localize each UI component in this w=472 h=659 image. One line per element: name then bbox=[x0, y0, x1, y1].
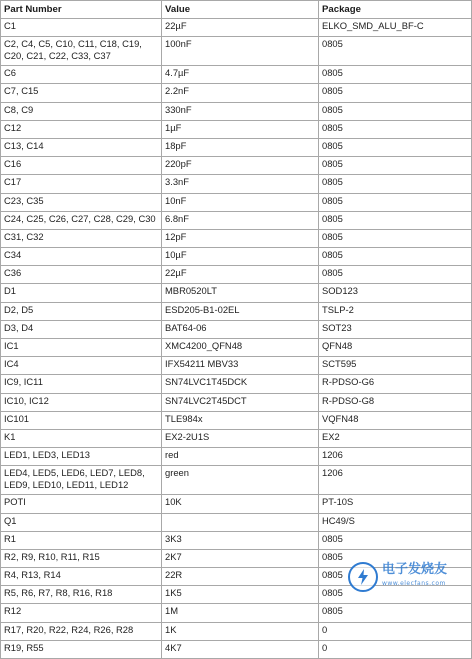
table-row bbox=[1, 448, 472, 466]
value-cell: 18pF bbox=[162, 138, 319, 156]
header-part-number: Part Number bbox=[1, 1, 162, 19]
value-cell: 100nF bbox=[162, 37, 319, 66]
table-row bbox=[1, 229, 472, 247]
package-cell: SCT595 bbox=[319, 357, 472, 375]
part-number-cell: C2, C4, C5, C10, C11, C18, C19, C20, C21, C22, C33, C37 bbox=[1, 37, 162, 66]
table-row bbox=[1, 66, 472, 84]
value-cell: 4.7µF bbox=[162, 66, 319, 84]
package-cell: EX2 bbox=[319, 429, 472, 447]
package-cell: R-PDSO-G8 bbox=[319, 393, 472, 411]
value-cell: SN74LVC2T45DCT bbox=[162, 393, 319, 411]
part-number-cell: LED4, LED5, LED6, LED7, LED8, LED9, LED10, LED11, LED12 bbox=[1, 466, 162, 495]
package-cell: 0805 bbox=[319, 120, 472, 138]
table-row bbox=[1, 19, 472, 37]
value-cell: SN74LVC1T45DCK bbox=[162, 375, 319, 393]
table-header-row bbox=[1, 1, 472, 19]
part-number-cell: C8, C9 bbox=[1, 102, 162, 120]
table-row bbox=[1, 531, 472, 549]
value-cell: 10nF bbox=[162, 193, 319, 211]
package-cell: 0 bbox=[319, 622, 472, 640]
part-number-cell: IC9, IC11 bbox=[1, 375, 162, 393]
table-row bbox=[1, 339, 472, 357]
part-number-cell: C13, C14 bbox=[1, 138, 162, 156]
package-cell: 0805 bbox=[319, 229, 472, 247]
part-number-cell: IC10, IC12 bbox=[1, 393, 162, 411]
part-number-cell: D3, D4 bbox=[1, 320, 162, 338]
table-row bbox=[1, 357, 472, 375]
package-cell: SOT23 bbox=[319, 320, 472, 338]
table-row bbox=[1, 466, 472, 495]
value-cell: 1µF bbox=[162, 120, 319, 138]
value-cell: 1K5 bbox=[162, 586, 319, 604]
package-cell: 0805 bbox=[319, 604, 472, 622]
part-number-cell: IC1 bbox=[1, 339, 162, 357]
part-number-cell: IC101 bbox=[1, 411, 162, 429]
watermark bbox=[348, 557, 470, 597]
package-cell: 0 bbox=[319, 640, 472, 658]
watermark-title: 电子发烧友 bbox=[382, 562, 448, 577]
table-row bbox=[1, 302, 472, 320]
package-cell: 0805 bbox=[319, 531, 472, 549]
table-row bbox=[1, 211, 472, 229]
table-row bbox=[1, 120, 472, 138]
package-cell: 0805 bbox=[319, 586, 472, 604]
table-row bbox=[1, 393, 472, 411]
package-cell: PT-10S bbox=[319, 495, 472, 513]
table-row bbox=[1, 102, 472, 120]
part-number-cell: R2, R9, R10, R11, R15 bbox=[1, 549, 162, 567]
value-cell: 12pF bbox=[162, 229, 319, 247]
value-cell: XMC4200_QFN48 bbox=[162, 339, 319, 357]
table-row bbox=[1, 193, 472, 211]
part-number-cell: R5, R6, R7, R8, R16, R18 bbox=[1, 586, 162, 604]
package-cell: 1206 bbox=[319, 448, 472, 466]
part-number-cell: C31, C32 bbox=[1, 229, 162, 247]
package-cell: ELKO_SMD_ALU_BF-C bbox=[319, 19, 472, 37]
part-number-cell: C7, C15 bbox=[1, 84, 162, 102]
part-number-cell: C34 bbox=[1, 248, 162, 266]
package-cell: 0805 bbox=[319, 157, 472, 175]
table-row bbox=[1, 375, 472, 393]
package-cell: 0805 bbox=[319, 66, 472, 84]
header-value: Value bbox=[162, 1, 319, 19]
part-number-cell: LED1, LED3, LED13 bbox=[1, 448, 162, 466]
table-row bbox=[1, 37, 472, 66]
part-number-cell: C12 bbox=[1, 120, 162, 138]
value-cell: 330nF bbox=[162, 102, 319, 120]
value-cell: 3K3 bbox=[162, 531, 319, 549]
part-number-cell: D2, D5 bbox=[1, 302, 162, 320]
value-cell: 22R bbox=[162, 568, 319, 586]
package-cell: HC49/S bbox=[319, 513, 472, 531]
value-cell: 22µF bbox=[162, 19, 319, 37]
value-cell: 22µF bbox=[162, 266, 319, 284]
table-row bbox=[1, 622, 472, 640]
package-cell: SOD123 bbox=[319, 284, 472, 302]
part-number-cell: C6 bbox=[1, 66, 162, 84]
value-cell: 3.3nF bbox=[162, 175, 319, 193]
part-number-cell: R19, R55 bbox=[1, 640, 162, 658]
value-cell bbox=[162, 513, 319, 531]
package-cell: QFN48 bbox=[319, 339, 472, 357]
part-number-cell: C24, C25, C26, C27, C28, C29, C30 bbox=[1, 211, 162, 229]
table-row bbox=[1, 411, 472, 429]
table-row bbox=[1, 604, 472, 622]
package-cell: 0805 bbox=[319, 266, 472, 284]
package-cell: 0805 bbox=[319, 549, 472, 567]
value-cell: IFX54211 MBV33 bbox=[162, 357, 319, 375]
package-cell: 0805 bbox=[319, 138, 472, 156]
value-cell: EX2-2U1S bbox=[162, 429, 319, 447]
value-cell: TLE984x bbox=[162, 411, 319, 429]
package-cell: 0805 bbox=[319, 211, 472, 229]
part-number-cell: POTI bbox=[1, 495, 162, 513]
value-cell: 2.2nF bbox=[162, 84, 319, 102]
part-number-cell: C17 bbox=[1, 175, 162, 193]
value-cell: ESD205-B1-02EL bbox=[162, 302, 319, 320]
part-number-cell: R1 bbox=[1, 531, 162, 549]
part-number-cell: C36 bbox=[1, 266, 162, 284]
part-number-cell: R17, R20, R22, R24, R26, R28 bbox=[1, 622, 162, 640]
value-cell: 6.8nF bbox=[162, 211, 319, 229]
value-cell: 10K bbox=[162, 495, 319, 513]
table-row bbox=[1, 429, 472, 447]
table-row bbox=[1, 175, 472, 193]
value-cell: red bbox=[162, 448, 319, 466]
table-row bbox=[1, 640, 472, 658]
value-cell: MBR0520LT bbox=[162, 284, 319, 302]
table-row bbox=[1, 495, 472, 513]
value-cell: green bbox=[162, 466, 319, 495]
part-number-cell: Q1 bbox=[1, 513, 162, 531]
part-number-cell: C1 bbox=[1, 19, 162, 37]
part-number-cell: C16 bbox=[1, 157, 162, 175]
package-cell: 0805 bbox=[319, 102, 472, 120]
part-number-cell: R12 bbox=[1, 604, 162, 622]
package-cell: 0805 bbox=[319, 175, 472, 193]
value-cell: 1K bbox=[162, 622, 319, 640]
value-cell: 10µF bbox=[162, 248, 319, 266]
part-number-cell: D1 bbox=[1, 284, 162, 302]
part-number-cell: R4, R13, R14 bbox=[1, 568, 162, 586]
package-cell: TSLP-2 bbox=[319, 302, 472, 320]
table-row bbox=[1, 248, 472, 266]
package-cell: VQFN48 bbox=[319, 411, 472, 429]
watermark-subtext: www.elecfans.com bbox=[382, 580, 446, 587]
table-row bbox=[1, 84, 472, 102]
part-number-cell: K1 bbox=[1, 429, 162, 447]
table-row bbox=[1, 284, 472, 302]
package-cell: 0805 bbox=[319, 37, 472, 66]
package-cell: 0805 bbox=[319, 193, 472, 211]
watermark-text bbox=[382, 563, 447, 591]
value-cell: 220pF bbox=[162, 157, 319, 175]
package-cell: R-PDSO-G6 bbox=[319, 375, 472, 393]
part-number-cell: C23, C35 bbox=[1, 193, 162, 211]
value-cell: 2K7 bbox=[162, 549, 319, 567]
table-row bbox=[1, 513, 472, 531]
value-cell: BAT64-06 bbox=[162, 320, 319, 338]
package-cell: 0805 bbox=[319, 84, 472, 102]
table-row bbox=[1, 320, 472, 338]
watermark-logo-icon bbox=[348, 562, 378, 592]
table-row bbox=[1, 157, 472, 175]
table-row bbox=[1, 138, 472, 156]
package-cell: 0805 bbox=[319, 568, 472, 586]
package-cell: 1206 bbox=[319, 466, 472, 495]
part-number-cell: IC4 bbox=[1, 357, 162, 375]
value-cell: 4K7 bbox=[162, 640, 319, 658]
package-cell: 0805 bbox=[319, 248, 472, 266]
header-package: Package bbox=[319, 1, 472, 19]
value-cell: 1M bbox=[162, 604, 319, 622]
table-row bbox=[1, 266, 472, 284]
